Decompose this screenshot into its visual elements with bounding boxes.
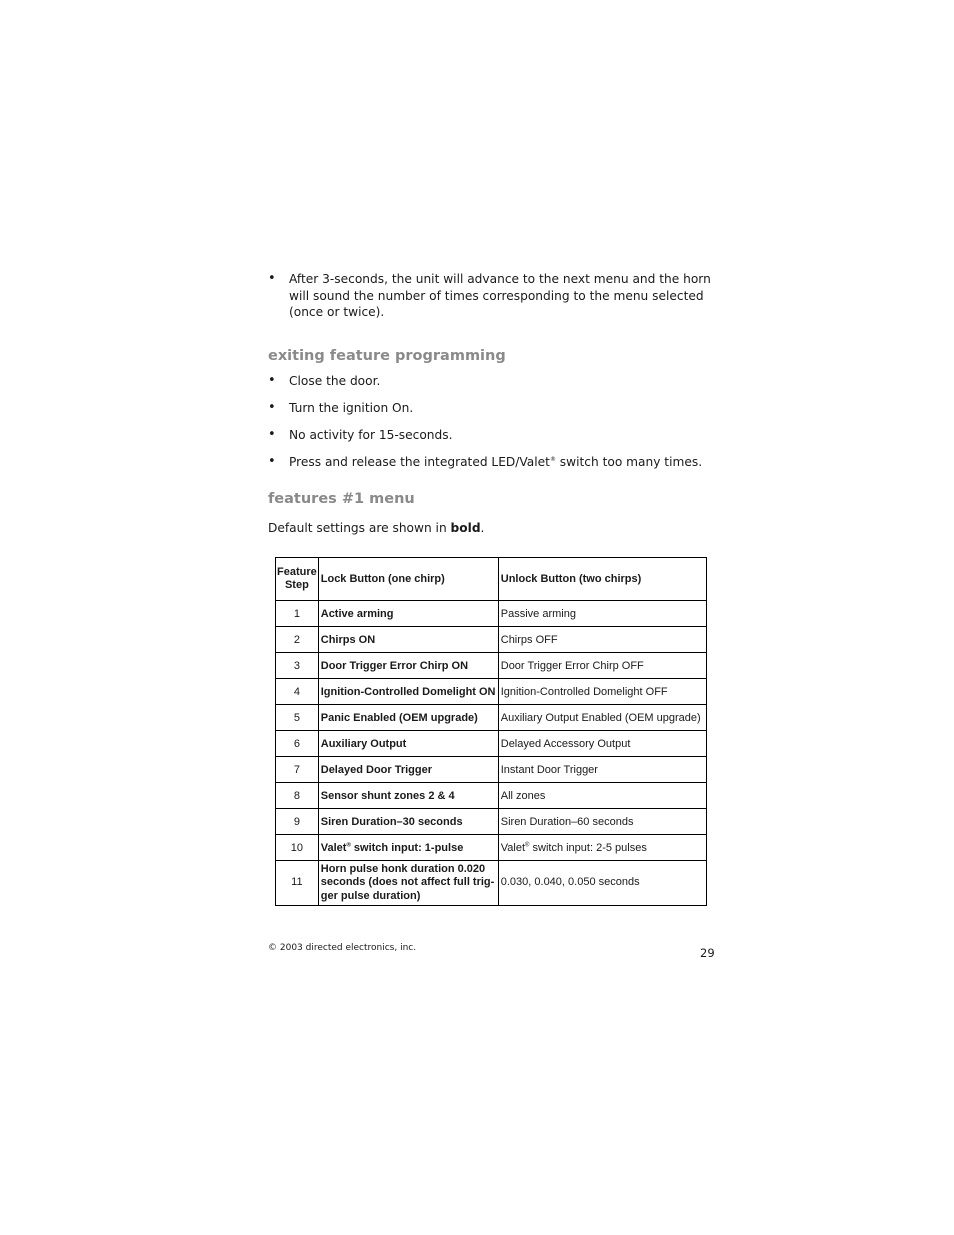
intro-prefix: Default settings are shown in: [268, 521, 451, 535]
table-header-row: [276, 558, 707, 601]
lock-cell: [318, 835, 498, 861]
section-heading-features: features #1 menu: [268, 491, 415, 507]
unlock-text: Door Trigger Error Chirp OFF: [500, 659, 644, 672]
lock-text: Sensor shunt zones 2 & 4: [320, 789, 455, 802]
lock-text: Chirps ON: [320, 633, 376, 646]
bullet-text: After 3-seconds, the unit will advance to the next menu and the horn will sound the number of times corresponding to the menu selected (once or twice).: [289, 272, 711, 319]
step-cell: 7: [276, 757, 319, 783]
lock-text: Delayed Door Trigger: [320, 763, 433, 776]
registered-mark: ®: [549, 455, 556, 463]
bullet-text: Close the door.: [289, 373, 381, 388]
footer-copyright: © 2003 directed electronics, inc.: [268, 943, 417, 953]
lock-cell: [318, 783, 498, 809]
page-number: 29: [700, 946, 715, 960]
intro-suffix: .: [480, 521, 485, 535]
unlock-cell: [498, 627, 706, 653]
unlock-cell: [498, 861, 706, 906]
lock-cell: [318, 627, 498, 653]
step-cell: 11: [276, 861, 319, 906]
table-row: [276, 679, 707, 705]
step-cell: 5: [276, 705, 319, 731]
lock-cell: [318, 601, 498, 627]
bullet-icon: •: [268, 372, 276, 388]
lock-text-continued: switch input: 1-pulse: [350, 841, 464, 854]
step-cell: 1: [276, 601, 319, 627]
unlock-text: Auxiliary Output Enabled (OEM upgrade): [500, 711, 701, 724]
list-item: [268, 454, 718, 471]
registered-mark: ®: [346, 841, 351, 848]
bullet-icon: •: [268, 399, 276, 415]
table-row: [276, 653, 707, 679]
unlock-cell: [498, 757, 706, 783]
header-unlock-button: Unlock Button (two chirps): [498, 558, 706, 601]
step-cell: 9: [276, 809, 319, 835]
table-row: [276, 783, 707, 809]
unlock-text: Passive arming: [500, 607, 576, 620]
lock-cell: [318, 731, 498, 757]
lock-cell: [318, 809, 498, 835]
list-item: [268, 400, 718, 417]
bullet-text: Turn the ignition On.: [289, 400, 414, 415]
unlock-cell: [498, 835, 706, 861]
lock-cell: [318, 653, 498, 679]
lock-text: Horn pulse honk duration 0.020 seconds (does not affect full trig-ger pulse duration): [320, 862, 495, 902]
lock-text: Door Trigger Error Chirp ON: [320, 659, 469, 672]
step-cell: 4: [276, 679, 319, 705]
header-lock-button: Lock Button (one chirp): [318, 558, 498, 601]
bullet-icon: •: [268, 426, 276, 442]
list-item: [268, 373, 718, 390]
unlock-cell: [498, 783, 706, 809]
bullet-icon: •: [268, 271, 276, 286]
registered-mark: ®: [525, 841, 530, 848]
lock-cell: [318, 705, 498, 731]
lock-text: Valet: [320, 841, 347, 854]
lock-text: Active arming: [320, 607, 394, 620]
unlock-text: Instant Door Trigger: [500, 763, 598, 776]
unlock-text: All zones: [500, 789, 546, 802]
table-row: [276, 731, 707, 757]
list-item: [268, 271, 718, 321]
bullet-icon: •: [268, 453, 276, 469]
bullet-text-continued: switch too many times.: [555, 454, 703, 469]
intro-text: [268, 520, 718, 536]
unlock-text-continued: switch input: 2-5 pulses: [529, 841, 647, 854]
table-row: [276, 835, 707, 861]
unlock-cell: [498, 731, 706, 757]
lock-text: Panic Enabled (OEM upgrade): [320, 711, 478, 724]
exit-list: [268, 373, 718, 471]
lock-cell: [318, 757, 498, 783]
unlock-text: Delayed Accessory Output: [500, 737, 631, 750]
step-cell: 10: [276, 835, 319, 861]
unlock-text: Valet: [500, 841, 526, 854]
unlock-cell: [498, 653, 706, 679]
bullet-text: Press and release the integrated LED/Valet: [289, 454, 550, 469]
table-row: [276, 809, 707, 835]
table-row: [276, 601, 707, 627]
step-cell: 2: [276, 627, 319, 653]
header-feature-step: Feature Step: [276, 558, 319, 601]
step-cell: 8: [276, 783, 319, 809]
unlock-cell: [498, 679, 706, 705]
unlock-text: Ignition-Controlled Domelight OFF: [500, 685, 668, 698]
table-row: [276, 705, 707, 731]
list-item: [268, 427, 718, 444]
unlock-cell: [498, 705, 706, 731]
intro-bold-word: bold: [450, 521, 481, 535]
table-row: [276, 861, 707, 906]
step-cell: 3: [276, 653, 319, 679]
step-cell: 6: [276, 731, 319, 757]
section-heading-exiting: exiting feature programming: [268, 347, 506, 364]
table-row: [276, 627, 707, 653]
unlock-cell: [498, 809, 706, 835]
unlock-text: Siren Duration–60 seconds: [500, 815, 634, 828]
unlock-text: Chirps OFF: [500, 633, 558, 646]
lock-text: Auxiliary Output: [320, 737, 407, 750]
lock-text: Ignition-Controlled Domelight ON: [320, 685, 496, 698]
bullet-text: No activity for 15-seconds.: [289, 427, 453, 442]
lock-cell: [318, 679, 498, 705]
unlock-text: 0.030, 0.040, 0.050 seconds: [500, 876, 640, 889]
lock-cell: [318, 861, 498, 906]
features-table: [275, 557, 707, 906]
lock-text: Siren Duration–30 seconds: [320, 815, 463, 828]
page-content: [268, 271, 718, 536]
unlock-cell: [498, 601, 706, 627]
table-row: [276, 757, 707, 783]
